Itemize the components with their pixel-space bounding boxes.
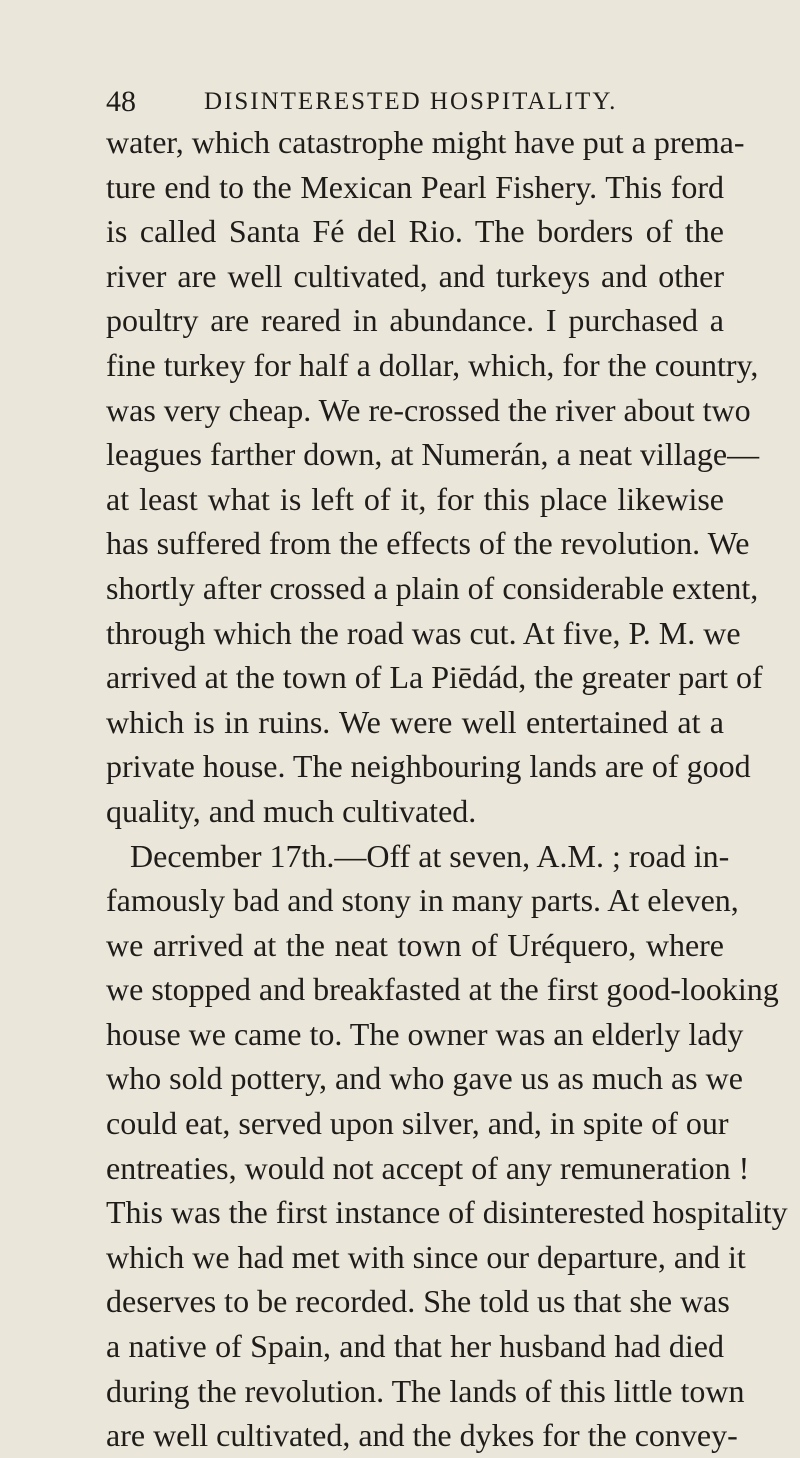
paragraph-start-line: December 17th.—Off at seven, A.M. ; road in-	[130, 837, 730, 874]
text-line: deserves to be recorded. She told us that she was	[106, 1283, 730, 1320]
text-line: house we came to. The owner was an elderly lady	[106, 1015, 744, 1052]
text-line: at least what is left of it, for this place likewise	[106, 480, 724, 517]
text-line: This was the first instance of disinterested hospitality	[106, 1194, 788, 1231]
text-line: we arrived at the neat town of Uréquero, where	[106, 926, 724, 963]
paragraph-end-line: quality, and much cultivated.	[106, 792, 477, 829]
text-line: ture end to the Mexican Pearl Fishery. This ford	[106, 168, 724, 205]
text-line: river are well cultivated, and turkeys and other	[106, 257, 724, 294]
text-line: we stopped and breakfasted at the first good-looking	[106, 971, 779, 1008]
body-text	[106, 120, 788, 1458]
text-line: shortly after crossed a plain of considerable extent,	[106, 569, 759, 606]
text-line: which we had met with since our departure, and it	[106, 1238, 746, 1275]
page-number: 48	[106, 85, 136, 118]
text-line: water, which catastrophe might have put a prema-	[106, 124, 745, 160]
text-line: during the revolution. The lands of this little town	[106, 1372, 745, 1409]
text-line: leagues farther down, at Numerán, a neat village—	[106, 436, 760, 473]
text-line: is called Santa Fé del Rio. The borders of the	[106, 213, 724, 250]
text-line: who sold pottery, and who gave us as much as we	[106, 1060, 743, 1097]
text-line: famously bad and stony in many parts. At eleven,	[106, 882, 739, 919]
text-line: fine turkey for half a dollar, which, for the country,	[106, 346, 759, 383]
text-line: are well cultivated, and the dykes for the convey-	[106, 1417, 738, 1454]
text-line: through which the road was cut. At five, P. M. we	[106, 614, 741, 651]
text-line: has suffered from the effects of the revolution. We	[106, 525, 750, 562]
text-line: poultry are reared in abundance. I purchased a	[106, 302, 724, 339]
text-line: which is in ruins. We were well entertained at a	[106, 703, 724, 740]
text-line: entreaties, would not accept of any remuneration !	[106, 1149, 750, 1186]
text-line: was very cheap. We re-crossed the river about two	[106, 391, 751, 428]
page-header	[106, 84, 724, 120]
text-line: private house. The neighbouring lands are of good	[106, 748, 751, 785]
text-line: arrived at the town of La Piēdád, the greater part of	[106, 659, 763, 696]
text-line: a native of Spain, and that her husband had died	[106, 1328, 724, 1365]
running-head: DISINTERESTED HOSPITALITY.	[204, 88, 618, 115]
text-line: could eat, served upon silver, and, in spite of our	[106, 1105, 729, 1142]
